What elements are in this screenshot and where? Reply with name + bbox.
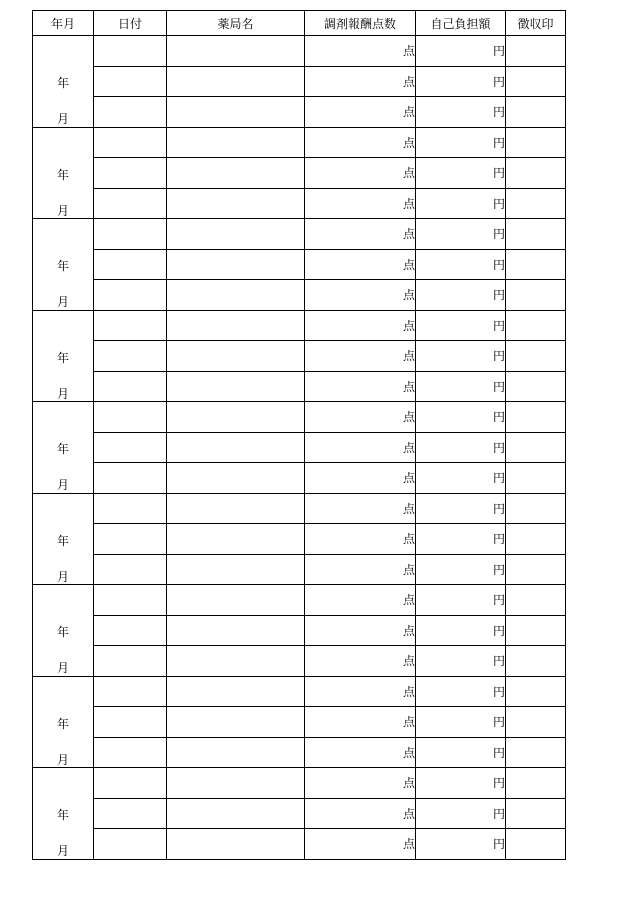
- copay-cell[interactable]: [416, 249, 506, 280]
- pharmacy-name-cell[interactable]: [167, 280, 305, 311]
- yen-unit-label: 円: [492, 105, 505, 120]
- pharmacy-name-cell[interactable]: [167, 188, 305, 219]
- date-cell[interactable]: [94, 402, 167, 433]
- points-cell[interactable]: [305, 402, 416, 433]
- date-cell[interactable]: [94, 463, 167, 494]
- year-month-cell[interactable]: [33, 127, 94, 219]
- pharmacy-name-cell[interactable]: [167, 158, 305, 189]
- table-row: [33, 36, 566, 67]
- pharmacy-name-cell[interactable]: [167, 66, 305, 97]
- date-cell[interactable]: [94, 127, 167, 158]
- table-row: [33, 219, 566, 250]
- table-row: [33, 127, 566, 158]
- receipt-stamp-cell[interactable]: [506, 402, 566, 433]
- points-cell[interactable]: [305, 280, 416, 311]
- points-cell[interactable]: [305, 97, 416, 128]
- table-row: [33, 310, 566, 341]
- pharmacy-name-cell[interactable]: [167, 127, 305, 158]
- date-cell[interactable]: [94, 341, 167, 372]
- yen-unit-label: 円: [492, 471, 505, 486]
- receipt-stamp-cell[interactable]: [506, 432, 566, 463]
- points-cell[interactable]: [305, 36, 416, 67]
- year-label: 年: [57, 76, 70, 90]
- month-label: 月: [57, 478, 70, 492]
- copay-cell[interactable]: [416, 432, 506, 463]
- point-unit-label: 点: [402, 471, 415, 486]
- point-unit-label: 点: [402, 501, 415, 516]
- pharmacy-name-cell[interactable]: [167, 371, 305, 402]
- copay-cell[interactable]: [416, 280, 506, 311]
- pharmacy-name-cell[interactable]: [167, 463, 305, 494]
- yen-unit-label: 円: [492, 684, 505, 699]
- points-cell[interactable]: [305, 707, 416, 738]
- pharmacy-name-cell[interactable]: [167, 402, 305, 433]
- receipt-stamp-cell[interactable]: [506, 676, 566, 707]
- yen-unit-label: 円: [492, 593, 505, 608]
- receipt-stamp-cell[interactable]: [506, 463, 566, 494]
- date-cell[interactable]: [94, 219, 167, 250]
- month-label: 月: [57, 295, 70, 309]
- year-month-cell[interactable]: [33, 36, 94, 128]
- receipt-stamp-cell[interactable]: [506, 585, 566, 616]
- yen-unit-label: 円: [492, 257, 505, 272]
- table-row: [33, 341, 566, 372]
- date-cell[interactable]: [94, 280, 167, 311]
- point-unit-label: 点: [402, 684, 415, 699]
- point-unit-label: 点: [402, 837, 415, 852]
- year-month-cell[interactable]: [33, 676, 94, 768]
- yen-unit-label: 円: [492, 837, 505, 852]
- pharmacy-name-cell[interactable]: [167, 432, 305, 463]
- month-label: 月: [57, 203, 70, 218]
- date-cell[interactable]: [94, 615, 167, 646]
- month-label: 月: [57, 569, 70, 584]
- points-cell[interactable]: [305, 249, 416, 280]
- receipt-stamp-cell[interactable]: [506, 310, 566, 341]
- date-cell[interactable]: [94, 554, 167, 585]
- date-cell[interactable]: [94, 432, 167, 463]
- copay-cell[interactable]: [416, 707, 506, 738]
- header-date: 日付: [94, 11, 167, 36]
- date-cell[interactable]: [94, 707, 167, 738]
- yen-unit-label: 円: [492, 227, 505, 242]
- yen-unit-label: 円: [492, 166, 505, 181]
- pharmacy-name-cell[interactable]: [167, 615, 305, 646]
- yen-unit-label: 円: [492, 44, 505, 59]
- point-unit-label: 点: [402, 105, 415, 120]
- yen-unit-label: 円: [492, 532, 505, 547]
- month-label: 月: [57, 752, 70, 767]
- table-row: [33, 554, 566, 585]
- date-cell[interactable]: [94, 36, 167, 67]
- table-row: [33, 249, 566, 280]
- point-unit-label: 点: [402, 654, 415, 669]
- receipt-stamp-cell[interactable]: [506, 371, 566, 402]
- receipt-stamp-cell[interactable]: [506, 707, 566, 738]
- table-row: [33, 585, 566, 616]
- points-cell[interactable]: [305, 737, 416, 768]
- date-cell[interactable]: [94, 646, 167, 677]
- date-cell[interactable]: [94, 737, 167, 768]
- pharmacy-name-cell[interactable]: [167, 493, 305, 524]
- copay-cell[interactable]: [416, 341, 506, 372]
- copay-cell[interactable]: [416, 676, 506, 707]
- point-unit-label: 点: [402, 806, 415, 821]
- copay-cell[interactable]: [416, 188, 506, 219]
- point-unit-label: 点: [402, 349, 415, 364]
- point-unit-label: 点: [402, 196, 415, 211]
- points-cell[interactable]: [305, 768, 416, 799]
- points-cell[interactable]: [305, 829, 416, 860]
- point-unit-label: 点: [402, 74, 415, 89]
- receipt-stamp-cell[interactable]: [506, 66, 566, 97]
- date-cell[interactable]: [94, 829, 167, 860]
- header-pharmacy-name: 薬局名: [167, 11, 305, 36]
- points-cell[interactable]: [305, 463, 416, 494]
- yen-unit-label: 円: [492, 623, 505, 638]
- table-row: [33, 280, 566, 311]
- copay-cell[interactable]: [416, 402, 506, 433]
- pharmacy-name-cell[interactable]: [167, 737, 305, 768]
- yen-unit-label: 円: [492, 410, 505, 425]
- points-cell[interactable]: [305, 676, 416, 707]
- point-unit-label: 点: [402, 379, 415, 394]
- points-cell[interactable]: [305, 188, 416, 219]
- pharmacy-name-cell[interactable]: [167, 585, 305, 616]
- pharmacy-name-cell[interactable]: [167, 798, 305, 829]
- year-label: 年: [57, 808, 70, 822]
- points-cell[interactable]: [305, 127, 416, 158]
- header-copay-amount: 自己負担額: [416, 11, 506, 36]
- copay-cell[interactable]: [416, 310, 506, 341]
- pharmacy-name-cell[interactable]: [167, 36, 305, 67]
- date-cell[interactable]: [94, 676, 167, 707]
- copay-cell[interactable]: [416, 798, 506, 829]
- copay-cell[interactable]: [416, 371, 506, 402]
- table-row: [33, 66, 566, 97]
- year-label: 年: [57, 533, 70, 548]
- point-unit-label: 点: [402, 257, 415, 272]
- receipt-stamp-cell[interactable]: [506, 188, 566, 219]
- month-label: 月: [57, 386, 70, 401]
- table-row: [33, 97, 566, 128]
- yen-unit-label: 円: [492, 745, 505, 760]
- table-row: [33, 493, 566, 524]
- receipt-stamp-cell[interactable]: [506, 524, 566, 555]
- point-unit-label: 点: [402, 562, 415, 577]
- points-cell[interactable]: [305, 646, 416, 677]
- pharmacy-name-cell[interactable]: [167, 310, 305, 341]
- points-cell[interactable]: [305, 432, 416, 463]
- point-unit-label: 点: [402, 623, 415, 638]
- copay-cell[interactable]: [416, 127, 506, 158]
- date-cell[interactable]: [94, 768, 167, 799]
- table-row: [33, 188, 566, 219]
- date-cell[interactable]: [94, 585, 167, 616]
- copay-cell[interactable]: [416, 585, 506, 616]
- date-cell[interactable]: [94, 798, 167, 829]
- points-cell[interactable]: [305, 585, 416, 616]
- header-receipt-stamp: 徴収印: [506, 11, 566, 36]
- year-month-cell[interactable]: [33, 402, 94, 494]
- date-cell[interactable]: [94, 188, 167, 219]
- yen-unit-label: 円: [492, 806, 505, 821]
- receipt-stamp-cell[interactable]: [506, 97, 566, 128]
- point-unit-label: 点: [402, 715, 415, 730]
- receipt-stamp-cell[interactable]: [506, 646, 566, 677]
- date-cell[interactable]: [94, 97, 167, 128]
- point-unit-label: 点: [402, 288, 415, 303]
- yen-unit-label: 円: [492, 318, 505, 333]
- copay-cell[interactable]: [416, 524, 506, 555]
- receipt-stamp-cell[interactable]: [506, 737, 566, 768]
- yen-unit-label: 円: [492, 74, 505, 89]
- table-row: [33, 707, 566, 738]
- receipt-stamp-cell[interactable]: [506, 768, 566, 799]
- year-month-cell[interactable]: [33, 585, 94, 677]
- date-cell[interactable]: [94, 66, 167, 97]
- point-unit-label: 点: [402, 44, 415, 59]
- copay-cell[interactable]: [416, 554, 506, 585]
- table-row: [33, 798, 566, 829]
- yen-unit-label: 円: [492, 715, 505, 730]
- table-row: [33, 432, 566, 463]
- yen-unit-label: 円: [492, 776, 505, 791]
- year-month-cell[interactable]: [33, 219, 94, 311]
- table-row: [33, 371, 566, 402]
- pharmacy-name-cell[interactable]: [167, 829, 305, 860]
- points-cell[interactable]: [305, 615, 416, 646]
- copay-cell[interactable]: [416, 463, 506, 494]
- date-cell[interactable]: [94, 493, 167, 524]
- copay-cell[interactable]: [416, 829, 506, 860]
- receipt-stamp-cell[interactable]: [506, 36, 566, 67]
- date-cell[interactable]: [94, 249, 167, 280]
- receipt-stamp-cell[interactable]: [506, 798, 566, 829]
- pharmacy-name-cell[interactable]: [167, 524, 305, 555]
- receipt-stamp-cell[interactable]: [506, 127, 566, 158]
- pharmacy-name-cell[interactable]: [167, 676, 305, 707]
- table-row: [33, 768, 566, 799]
- point-unit-label: 点: [402, 745, 415, 760]
- table-row: [33, 829, 566, 860]
- pharmacy-name-cell[interactable]: [167, 554, 305, 585]
- year-month-cell[interactable]: [33, 768, 94, 860]
- yen-unit-label: 円: [492, 196, 505, 211]
- year-label: 年: [57, 167, 70, 182]
- copay-cell[interactable]: [416, 66, 506, 97]
- year-label: 年: [57, 625, 70, 639]
- pharmacy-name-cell[interactable]: [167, 97, 305, 128]
- month-label: 月: [57, 661, 70, 675]
- point-unit-label: 点: [402, 776, 415, 791]
- month-label: 月: [57, 844, 70, 858]
- year-label: 年: [57, 442, 70, 456]
- year-label: 年: [57, 259, 70, 273]
- year-month-cell[interactable]: [33, 493, 94, 585]
- copay-cell[interactable]: [416, 36, 506, 67]
- copay-cell[interactable]: [416, 158, 506, 189]
- copay-cell[interactable]: [416, 493, 506, 524]
- points-cell[interactable]: [305, 493, 416, 524]
- date-cell[interactable]: [94, 524, 167, 555]
- year-label: 年: [57, 716, 70, 731]
- point-unit-label: 点: [402, 318, 415, 333]
- receipt-stamp-cell[interactable]: [506, 249, 566, 280]
- receipt-stamp-cell[interactable]: [506, 158, 566, 189]
- dispensing-record-table: [32, 10, 566, 860]
- year-month-cell[interactable]: [33, 310, 94, 402]
- table-row: [33, 402, 566, 433]
- point-unit-label: 点: [402, 532, 415, 547]
- points-cell[interactable]: [305, 524, 416, 555]
- table-row: [33, 615, 566, 646]
- table-row: [33, 737, 566, 768]
- copay-cell[interactable]: [416, 646, 506, 677]
- receipt-stamp-cell[interactable]: [506, 341, 566, 372]
- date-cell[interactable]: [94, 310, 167, 341]
- receipt-stamp-cell[interactable]: [506, 280, 566, 311]
- header-row: [33, 11, 566, 36]
- receipt-stamp-cell[interactable]: [506, 493, 566, 524]
- point-unit-label: 点: [402, 410, 415, 425]
- points-cell[interactable]: [305, 66, 416, 97]
- receipt-stamp-cell[interactable]: [506, 219, 566, 250]
- point-unit-label: 点: [402, 227, 415, 242]
- table-row: [33, 524, 566, 555]
- pharmacy-name-cell[interactable]: [167, 707, 305, 738]
- pharmacy-name-cell[interactable]: [167, 341, 305, 372]
- table-row: [33, 676, 566, 707]
- yen-unit-label: 円: [492, 501, 505, 516]
- yen-unit-label: 円: [492, 288, 505, 303]
- header-year-month: 年月: [33, 11, 94, 36]
- header-dispensing-points: 調剤報酬点数: [305, 11, 416, 36]
- pharmacy-name-cell[interactable]: [167, 249, 305, 280]
- yen-unit-label: 円: [492, 379, 505, 394]
- date-cell[interactable]: [94, 371, 167, 402]
- yen-unit-label: 円: [492, 135, 505, 150]
- copay-cell[interactable]: [416, 737, 506, 768]
- receipt-stamp-cell[interactable]: [506, 829, 566, 860]
- month-label: 月: [57, 112, 70, 126]
- points-cell[interactable]: [305, 219, 416, 250]
- yen-unit-label: 円: [492, 654, 505, 669]
- points-cell[interactable]: [305, 798, 416, 829]
- point-unit-label: 点: [402, 593, 415, 608]
- table-row: [33, 158, 566, 189]
- table-row: [33, 646, 566, 677]
- copay-cell[interactable]: [416, 219, 506, 250]
- year-label: 年: [57, 350, 70, 365]
- receipt-stamp-cell[interactable]: [506, 554, 566, 585]
- pharmacy-name-cell[interactable]: [167, 646, 305, 677]
- point-unit-label: 点: [402, 135, 415, 150]
- pharmacy-name-cell[interactable]: [167, 768, 305, 799]
- points-cell[interactable]: [305, 341, 416, 372]
- pharmacy-name-cell[interactable]: [167, 219, 305, 250]
- yen-unit-label: 円: [492, 440, 505, 455]
- copay-cell[interactable]: [416, 768, 506, 799]
- points-cell[interactable]: [305, 371, 416, 402]
- point-unit-label: 点: [402, 166, 415, 181]
- copay-cell[interactable]: [416, 615, 506, 646]
- points-cell[interactable]: [305, 158, 416, 189]
- points-cell[interactable]: [305, 554, 416, 585]
- point-unit-label: 点: [402, 440, 415, 455]
- date-cell[interactable]: [94, 158, 167, 189]
- yen-unit-label: 円: [492, 562, 505, 577]
- yen-unit-label: 円: [492, 349, 505, 364]
- receipt-stamp-cell[interactable]: [506, 615, 566, 646]
- copay-cell[interactable]: [416, 97, 506, 128]
- points-cell[interactable]: [305, 310, 416, 341]
- table-row: [33, 463, 566, 494]
